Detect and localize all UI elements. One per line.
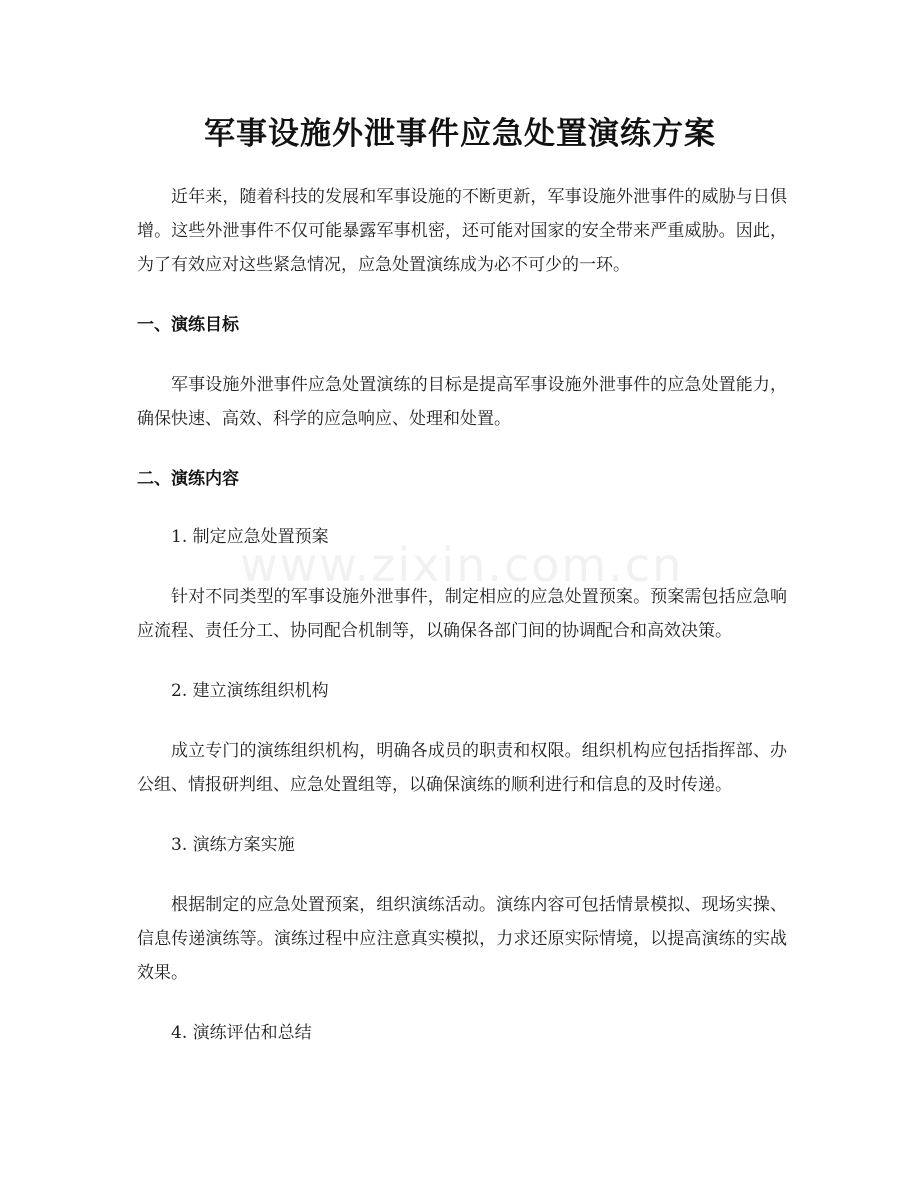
intro-paragraph: 近年来，随着科技的发展和军事设施的不断更新，军事设施外泄事件的威胁与日俱增。这些外泄事件不仅可能暴露军事机密，还可能对国家的安全带来严重威胁。因此，为了有效应对这些紧急情况，应急处置演练成为必不可少的一环。 — [137, 187, 787, 275]
item-paragraph-2: 成立专门的演练组织机构，明确各成员的职责和权限。组织机构应包括指挥部、办公组、情报研判组、应急处置组等，以确保演练的顺利进行和信息的及时传递。 — [137, 741, 787, 795]
section-heading-content: 二、演练内容 — [137, 469, 239, 489]
document-title: 军事设施外泄事件应急处置演练方案 — [204, 116, 716, 152]
item-title-4: 4. 演练评估和总结 — [171, 1023, 312, 1043]
goals-paragraph: 军事设施外泄事件应急处置演练的目标是提高军事设施外泄事件的应急处置能力，确保快速、高效、科学的应急响应、处理和处置。 — [137, 375, 787, 429]
item-paragraph-1: 针对不同类型的军事设施外泄事件，制定相应的应急处置预案。预案需包括应急响应流程、责任分工、协同配合机制等，以确保各部门间的协调配合和高效决策。 — [137, 587, 787, 641]
item-title-1: 1. 制定应急处置预案 — [171, 527, 329, 547]
item-title-2: 2. 建立演练组织机构 — [171, 681, 329, 701]
document-body — [137, 180, 787, 1076]
watermark: www.zixin.com.cn — [240, 538, 684, 592]
section-heading-goals: 一、演练目标 — [137, 315, 239, 335]
item-paragraph-3: 根据制定的应急处置预案，组织演练活动。演练内容可包括情景模拟、现场实操、信息传递演练等。演练过程中应注意真实模拟，力求还原实际情境，以提高演练的实战效果。 — [137, 895, 787, 983]
item-title-3: 3. 演练方案实施 — [171, 835, 295, 855]
